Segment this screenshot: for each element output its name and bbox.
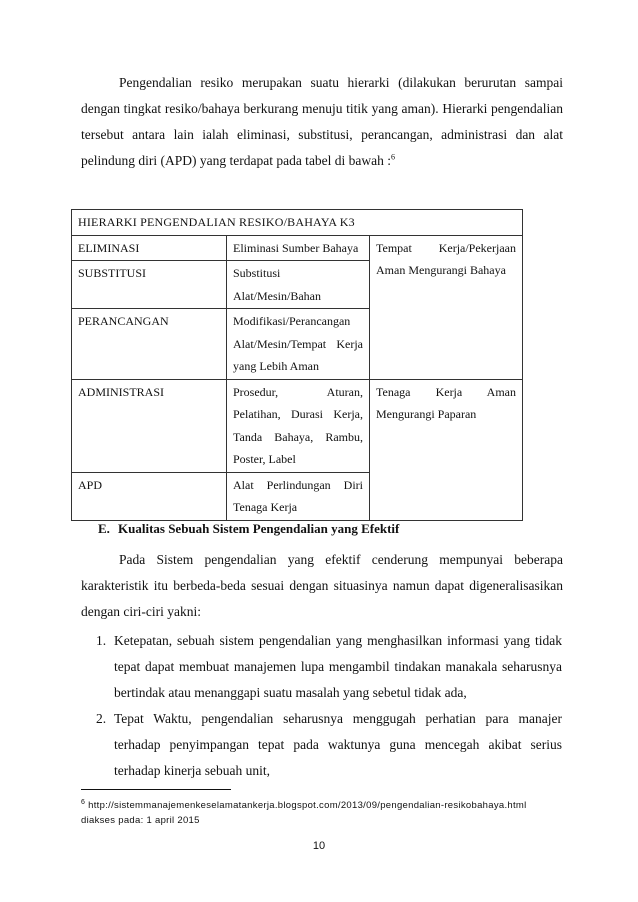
footnote-reference: 6: [391, 152, 396, 162]
list-item-text: Ketepatan, sebuah sistem pengendalian yang menghasilkan informasi yang tidak tepat dapat membuat manajemen lupa mengambil tindakan manakala seharusnya bertindak atau menanggapi suatu masalah yang sebetul tidak ada,: [114, 633, 562, 700]
hierarchy-table: [71, 209, 523, 521]
table-cell-level: ELIMINASI: [72, 235, 227, 261]
table-row: [72, 379, 523, 472]
page-number: 10: [312, 840, 326, 852]
list-item-number: 2.: [96, 711, 107, 726]
list-item-text: Tepat Waktu, pengendalian seharusnya menggugah perhatian para manajer terhadap penyimpangan tepat pada waktunya guna mencegah akibat serius terhadap kinerja sebuah unit,: [114, 711, 562, 778]
list-item-number: 1.: [96, 633, 107, 648]
table-cell-action: Substitusi Alat/Mesin/Bahan: [227, 261, 370, 309]
section-title: Kualitas Sebuah Sistem Pengendalian yang Efektif: [118, 521, 400, 536]
table-cell-level: PERANCANGAN: [72, 309, 227, 380]
table-title-row: [72, 210, 523, 236]
table-row: [72, 235, 523, 261]
table-cell-level: APD: [72, 472, 227, 520]
table-cell-level: ADMINISTRASI: [72, 379, 227, 472]
footnote: [81, 798, 563, 828]
characteristics-list: [96, 628, 562, 784]
table-cell-action: Eliminasi Sumber Bahaya: [227, 235, 370, 261]
section-heading: [98, 521, 399, 537]
intro-text: Pengendalian resiko merupakan suatu hierarki (dilakukan berurutan sampai dengan tingkat resiko/bahaya berkurang menuju titik yang aman). Hierarki pengendalian tersebut antara lain ialah eliminasi, substitusi, perancangan, administrasi dan alat pelindung diri (APD) yang terdapat pada tabel di bawah :: [81, 75, 563, 168]
table-title: HIERARKI PENGENDALIAN RESIKO/BAHAYA K3: [72, 210, 523, 236]
table-cell-action: Prosedur, Aturan, Pelatihan, Durasi Kerja, Tanda Bahaya, Rambu, Poster, Label: [227, 379, 370, 472]
list-item: [96, 706, 562, 784]
table-cell-action: Modifikasi/Perancangan Alat/Mesin/Tempat Kerja yang Lebih Aman: [227, 309, 370, 380]
intro-paragraph: [81, 70, 563, 174]
table-cell-level: SUBSTITUSI: [72, 261, 227, 309]
table-cell-effect-bottom: Tenaga Kerja Aman Mengurangi Paparan: [370, 379, 523, 520]
footnote-text: http://sistemmanajemenkeselamatankerja.blogspot.com/2013/09/pengendalian-resikobahaya.html diakses pada: 1 april 2015: [81, 800, 527, 826]
footnote-number: 6: [81, 798, 86, 806]
table-cell-effect-top: Tempat Kerja/Pekerjaan Aman Mengurangi Bahaya: [370, 235, 523, 379]
list-item: [96, 628, 562, 706]
table-cell-action: Alat Perlindungan Diri Tenaga Kerja: [227, 472, 370, 520]
section-intro-paragraph: Pada Sistem pengendalian yang efektif cenderung mempunyai beberapa karakteristik itu berbeda-beda sesuai dengan situasinya namun dapat digeneralisasikan dengan ciri-ciri yakni:: [81, 552, 563, 619]
section-letter: E.: [98, 521, 110, 536]
footnote-divider: [81, 789, 231, 790]
